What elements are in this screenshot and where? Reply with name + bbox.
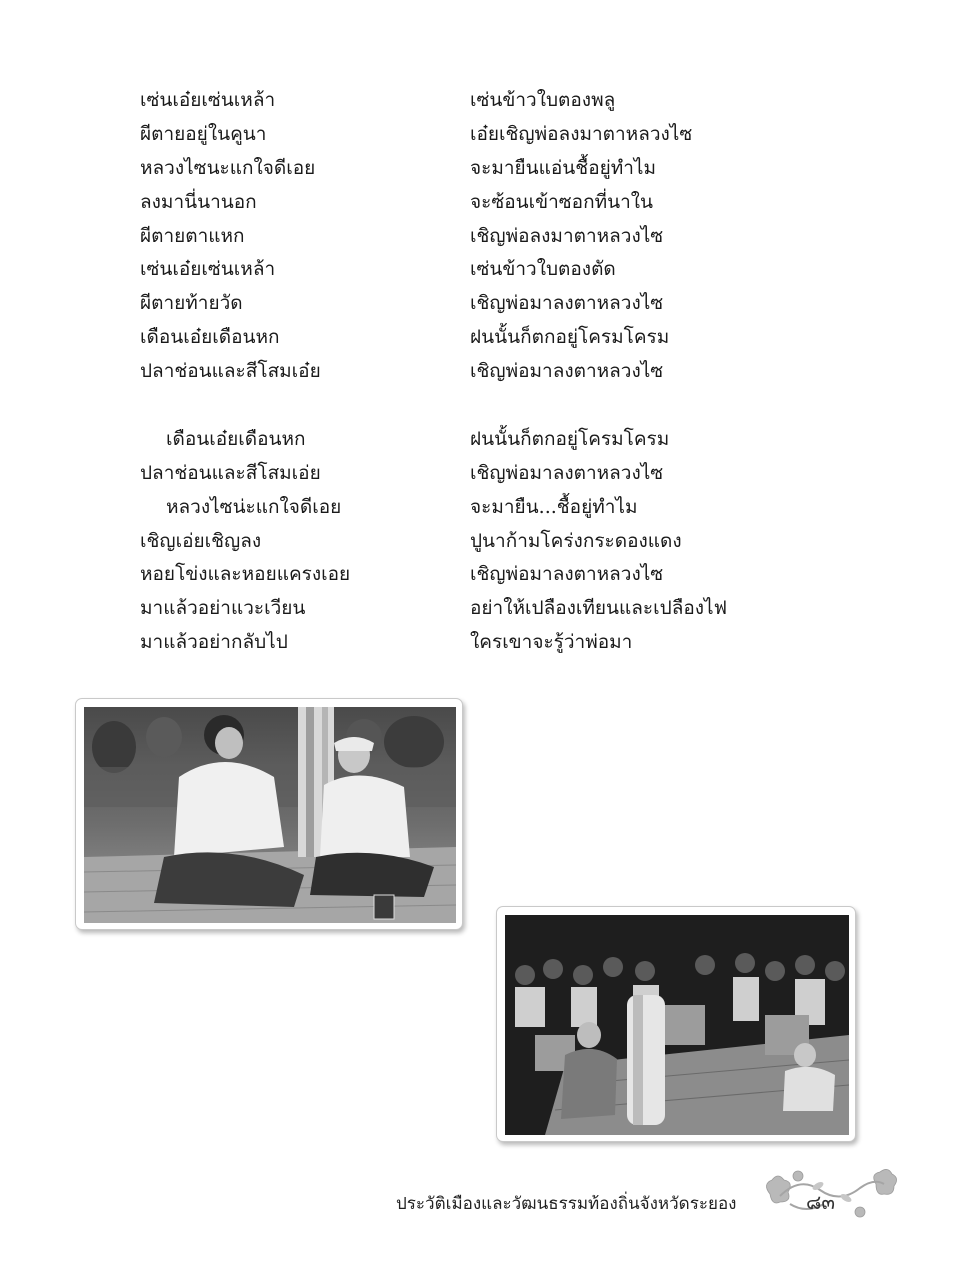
- verse-line: หลวงไซน่ะแกใจดีเอย: [166, 495, 342, 518]
- verse-line: หลวงไซนะแกใจดีเอย: [140, 156, 316, 179]
- verse-line: ปลาช่อนและสีโสมเอ่ย: [140, 461, 321, 484]
- verse-line: เชิญเอ่ยเชิญลง: [140, 529, 262, 552]
- photo-ritual-offering-image: [84, 707, 456, 923]
- photo-ceremony-crowd: [496, 906, 856, 1142]
- verse-right-column: [470, 84, 770, 660]
- verse-line: ปลาช่อนและสีโสมเอ๋ย: [140, 360, 321, 383]
- verse-line: เชิญพ่อมาลงตาหลวงไซ: [470, 360, 664, 383]
- verse-line: ผีตายท้ายวัด: [140, 292, 243, 315]
- verse-line: จะซ้อนเข้าซอกที่นาใน: [470, 190, 654, 213]
- verse-line: เอ๋ยเชิญพ่อลงมาตาหลวงไซ: [470, 122, 693, 145]
- verse-line: หอยโข่งและหอยแครงเอย: [140, 563, 351, 586]
- verse-left-column: [140, 84, 440, 660]
- verse-line: ลงมานี่นานอก: [140, 190, 257, 213]
- page-number: ๘๓: [806, 1190, 836, 1214]
- verse-line: เชิญพ่อมาลงตาหลวงไซ: [470, 292, 664, 315]
- verse-line: ผีตายตาแหก: [140, 224, 245, 247]
- verse-line: มาแล้วอย่าแวะเวียน: [140, 597, 306, 620]
- verse-line: ฝนนั้นก็ตกอยู่โครมโครม: [470, 427, 670, 450]
- verse-line: เดือนเอ๋ยเดือนหก: [166, 427, 306, 450]
- footer-book-title: ประวัติเมืองและวัฒนธรรมท้องถิ่นจังหวัดระยอง: [396, 1194, 737, 1213]
- verse-line: เซ่นข้าวใบตองพลู: [470, 89, 616, 111]
- verse-line: ปูนาก้ามโคร่งกระดองแดง: [470, 529, 682, 552]
- verse-line: เชิญพ่อลงมาตาหลวงไซ: [470, 224, 664, 247]
- stanza-gap: [470, 389, 770, 423]
- verse-line: ฝนนั้นก็ตกอยู่โครมโครม: [470, 326, 670, 349]
- verse-line: เชิญพ่อมาลงตาหลวงไซ: [470, 461, 664, 484]
- verse-line: เซ่นข้าวใบตองตัด: [470, 258, 616, 281]
- verse-line: จะมายืน...ชื้อยู่ทำไม: [470, 495, 638, 518]
- verse-line: ผีตายอยู่ในคูนา: [140, 122, 267, 145]
- verse-line: เชิญพ่อมาลงตาหลวงไซ: [470, 563, 664, 586]
- photo-ceremony-crowd-image: [505, 915, 849, 1135]
- verse-line: มาแล้วอย่ากลับไป: [140, 631, 288, 654]
- verse-line: อย่าให้เปลืองเทียนและเปลืองไฟ: [470, 597, 728, 620]
- verse-line: เดือนเอ๋ยเดือนหก: [140, 326, 280, 349]
- verse-line: เซ่นเอ๋ยเซ่นเหล้า: [140, 258, 276, 281]
- verse-line: ใครเขาจะรู้ว่าพ่อมา: [470, 631, 633, 654]
- verse-line: เซ่นเอ๋ยเซ่นเหล้า: [140, 89, 276, 111]
- photo-ritual-offering: [75, 698, 463, 930]
- stanza-gap: [140, 389, 440, 423]
- verse-line: จะมายืนแอ่นชื้อยู่ทำไม: [470, 156, 657, 179]
